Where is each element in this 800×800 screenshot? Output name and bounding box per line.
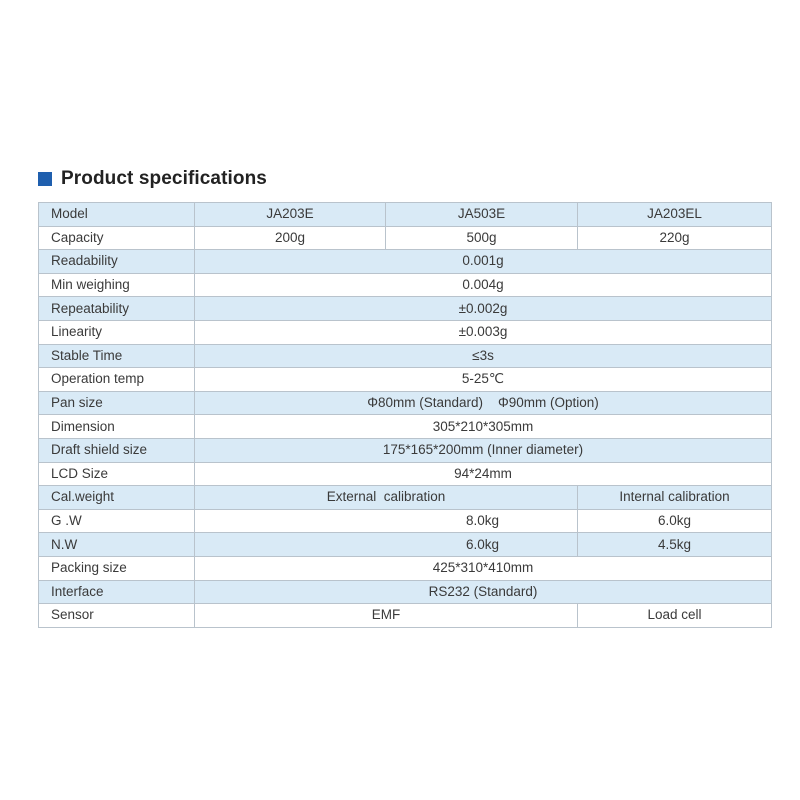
cell-value: Load cell [578, 604, 772, 628]
table-row-min-weighing [39, 273, 772, 297]
row-label: Sensor [39, 604, 195, 628]
table-row-draft-shield [39, 438, 772, 462]
spec-table [38, 202, 772, 628]
row-label: Capacity [39, 226, 195, 250]
row-label: Draft shield size [39, 438, 195, 462]
table-row-model [39, 203, 772, 227]
cell-value: 305*210*305mm [195, 415, 772, 439]
cell-value: ±0.003g [195, 320, 772, 344]
cell-value: 500g [386, 226, 578, 250]
table-row-nw [39, 533, 772, 557]
cell-value: 4.5kg [578, 533, 772, 557]
cell-value: ≤3s [195, 344, 772, 368]
square-bullet-icon [38, 172, 52, 186]
cell-value: RS232 (Standard) [195, 580, 772, 604]
table-row-packing-size [39, 556, 772, 580]
table-row-stable-time [39, 344, 772, 368]
cell-value: JA203EL [578, 203, 772, 227]
table-row-linearity [39, 320, 772, 344]
cell-value: 0.004g [195, 273, 772, 297]
cell-value: Φ80mm (Standard) Φ90mm (Option) [195, 391, 772, 415]
cell-value: 6.0kg [578, 509, 772, 533]
table-row-repeatability [39, 297, 772, 321]
cell-value: 425*310*410mm [195, 556, 772, 580]
row-label: Packing size [39, 556, 195, 580]
cell-value: 220g [578, 226, 772, 250]
cell-value: ±0.002g [195, 297, 772, 321]
row-label: Dimension [39, 415, 195, 439]
table-row-readability [39, 250, 772, 274]
row-label: Repeatability [39, 297, 195, 321]
table-row-operation-temp [39, 368, 772, 392]
row-label: G .W [39, 509, 195, 533]
heading-title: Product specifications [61, 168, 267, 189]
table-row-dimension [39, 415, 772, 439]
row-label: Linearity [39, 320, 195, 344]
table-row-pan-size [39, 391, 772, 415]
table-row-lcd-size [39, 462, 772, 486]
row-label: Interface [39, 580, 195, 604]
cell-value: 0.001g [195, 250, 772, 274]
row-label: Model [39, 203, 195, 227]
cell-value: 94*24mm [195, 462, 772, 486]
cell-value: JA503E [386, 203, 578, 227]
cell-value: EMF [195, 604, 578, 628]
cell-value: 5-25℃ [195, 368, 772, 392]
row-label: LCD Size [39, 462, 195, 486]
row-label: Pan size [39, 391, 195, 415]
cell-value: JA203E [195, 203, 386, 227]
row-label: Min weighing [39, 273, 195, 297]
table-row-capacity [39, 226, 772, 250]
table-row-sensor [39, 604, 772, 628]
table-row-interface [39, 580, 772, 604]
row-label: Stable Time [39, 344, 195, 368]
cell-value: External calibration [195, 486, 578, 510]
row-label: N.W [39, 533, 195, 557]
table-row-cal-weight [39, 486, 772, 510]
cell-value: 200g [195, 226, 386, 250]
row-label: Operation temp [39, 368, 195, 392]
cell-value: Internal calibration [578, 486, 772, 510]
cell-value: 6.0kg [195, 533, 578, 557]
row-label: Readability [39, 250, 195, 274]
cell-value: 8.0kg [195, 509, 578, 533]
table-row-gw [39, 509, 772, 533]
section-heading [38, 166, 267, 192]
cell-value: 175*165*200mm (Inner diameter) [195, 438, 772, 462]
row-label: Cal.weight [39, 486, 195, 510]
